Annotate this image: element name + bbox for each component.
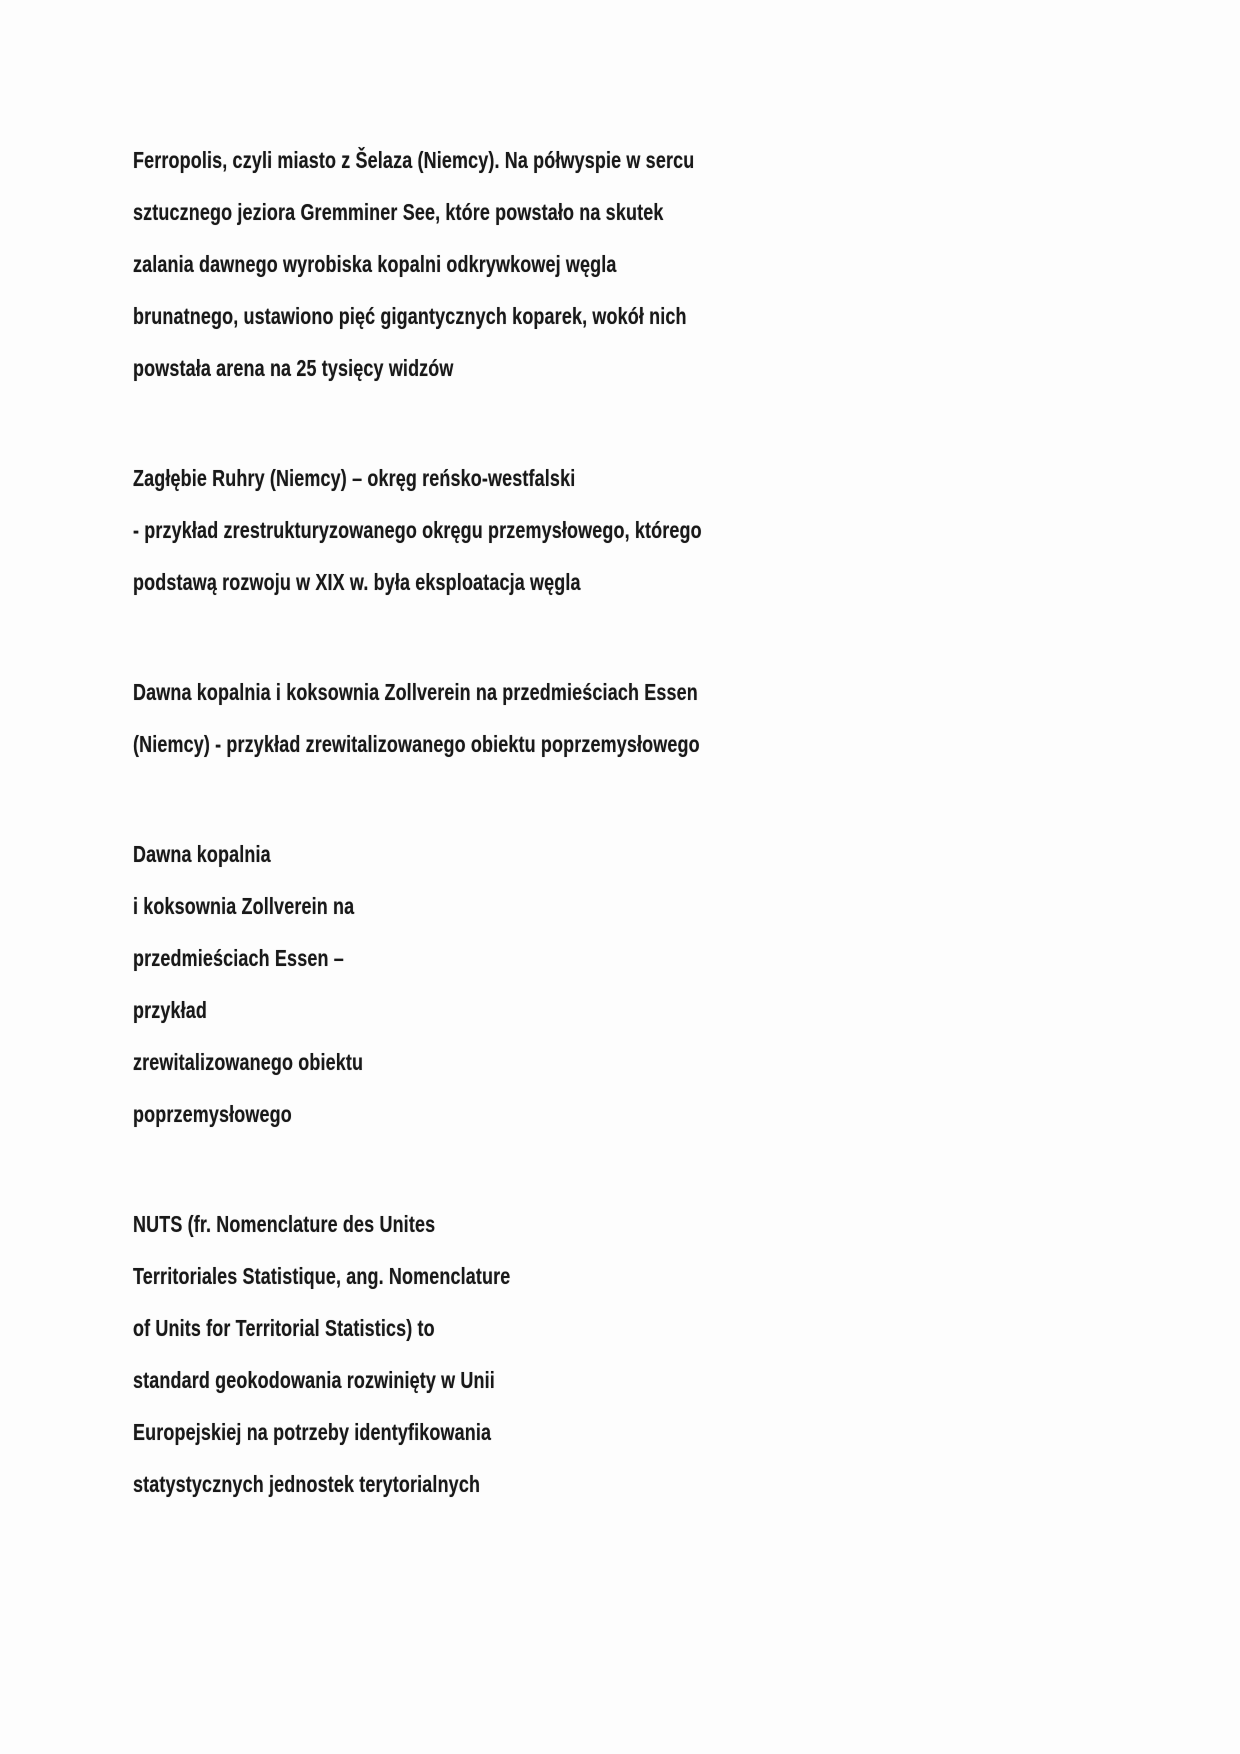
text-line: podstawą rozwoju w XIX w. była eksploatacja węgla — [133, 569, 581, 595]
paragraph — [133, 666, 835, 770]
text-line: Dawna kopalnia i koksownia Zollverein na przedmieściach Essen — [133, 679, 698, 705]
paragraph — [133, 452, 835, 608]
text-line: of Units for Territorial Statistics) to — [133, 1315, 435, 1341]
text-line: standard geokodowania rozwinięty w Unii — [133, 1367, 495, 1393]
text-line: sztucznego jeziora Gremminer See, które powstało na skutek — [133, 199, 664, 225]
text-line: przedmieściach Essen – — [133, 945, 344, 971]
text-line: przykład — [133, 997, 208, 1023]
text-line: statystycznych jednostek terytorialnych — [133, 1471, 481, 1497]
paragraph — [133, 828, 835, 1140]
text-line: zalania dawnego wyrobiska kopalni odkrywkowej węgla — [133, 251, 617, 277]
text-line: - przykład zrestrukturyzowanego okręgu przemysłowego, którego — [133, 517, 702, 543]
text-line: i koksownia Zollverein na — [133, 893, 355, 919]
text-line: Ferropolis, czyli miasto z Šelaza (Niemcy). Na półwyspie w sercu — [133, 147, 695, 173]
text-line: powstała arena na 25 tysięcy widzów — [133, 355, 454, 381]
document-text-block — [133, 134, 835, 1568]
text-line: brunatnego, ustawiono pięć gigantycznych koparek, wokół nich — [133, 303, 687, 329]
paragraph — [133, 1198, 835, 1510]
paragraph — [133, 134, 835, 394]
text-line: poprzemysłowego — [133, 1101, 292, 1127]
text-line: NUTS (fr. Nomenclature des Unites — [133, 1211, 436, 1237]
text-line: Dawna kopalnia — [133, 841, 271, 867]
text-line: Zagłębie Ruhry (Niemcy) – okręg reńsko-westfalski — [133, 465, 576, 491]
text-line: (Niemcy) - przykład zrewitalizowanego obiektu poprzemysłowego — [133, 731, 700, 757]
text-line: zrewitalizowanego obiektu — [133, 1049, 364, 1075]
text-line: Territoriales Statistique, ang. Nomenclature — [133, 1263, 511, 1289]
text-line: Europejskiej na potrzeby identyfikowania — [133, 1419, 492, 1445]
